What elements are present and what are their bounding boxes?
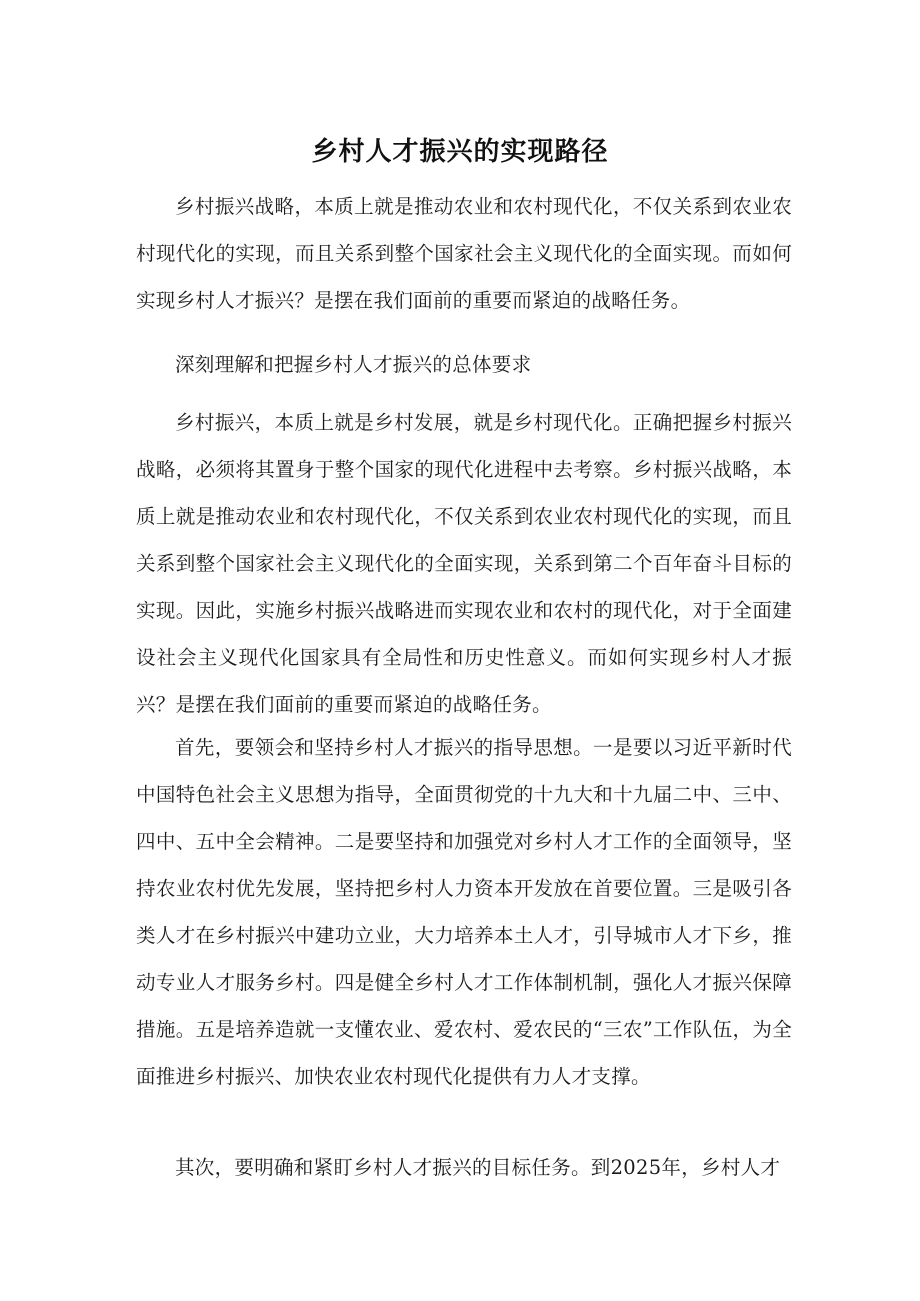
document-title: 乡村人才振兴的实现路径	[311, 137, 609, 167]
section-heading: 深刻理解和把握乡村人才振兴的总体要求	[175, 353, 532, 376]
paragraph-guiding-thought: 首先，要领会和坚持乡村人才振兴的指导思想。一是要以习近平新时代中国特色社会主义思想为指导，全面贯彻党的十九大和十九届二中、三中、四中、五中全会精神。二是要坚持和加强党对乡村人才工作的全面领导，坚持农业农村优先发展，坚持把乡村人力资本开发放在首要位置。三是吸引各类人才在乡村振兴中建功立业，大力培养本土人才，引导城市人才下乡，推动专业人才服务乡村。四是健全乡村人才工作体制机制，强化人才振兴保障措施。五是培养造就一支懂农业、爱农村、爱农民的“三农”工作队伍，为全面推进乡村振兴、加快农业农村现代化提供有力人才支撑。	[136, 736, 792, 1088]
paragraph-intro: 乡村振兴战略，本质上就是推动农业和农村现代化，不仅关系到农业农村现代化的实现，而且关系到整个国家社会主义现代化的全面实现。而如何实现乡村人才振兴？是摆在我们面前的重要而紧迫的战略任务。	[136, 195, 792, 312]
paragraph-overview: 乡村振兴，本质上就是乡村发展，就是乡村现代化。正确把握乡村振兴战略，必须将其置身于整个国家的现代化进程中去考察。乡村振兴战略，本质上就是推动农业和农村现代化，不仅关系到农业农村现代化的实现，而且关系到整个国家社会主义现代化的全面实现，关系到第二个百年奋斗目标的实现。因此，实施乡村振兴战略进而实现农业和农村的现代化，对于全面建设社会主义现代化国家具有全局性和历史性意义。而如何实现乡村人才振兴？是摆在我们面前的重要而紧迫的战略任务。	[136, 411, 792, 716]
paragraph-goals: 其次，要明确和紧盯乡村人才振兴的目标任务。到2025年，乡村人才	[175, 1156, 781, 1179]
